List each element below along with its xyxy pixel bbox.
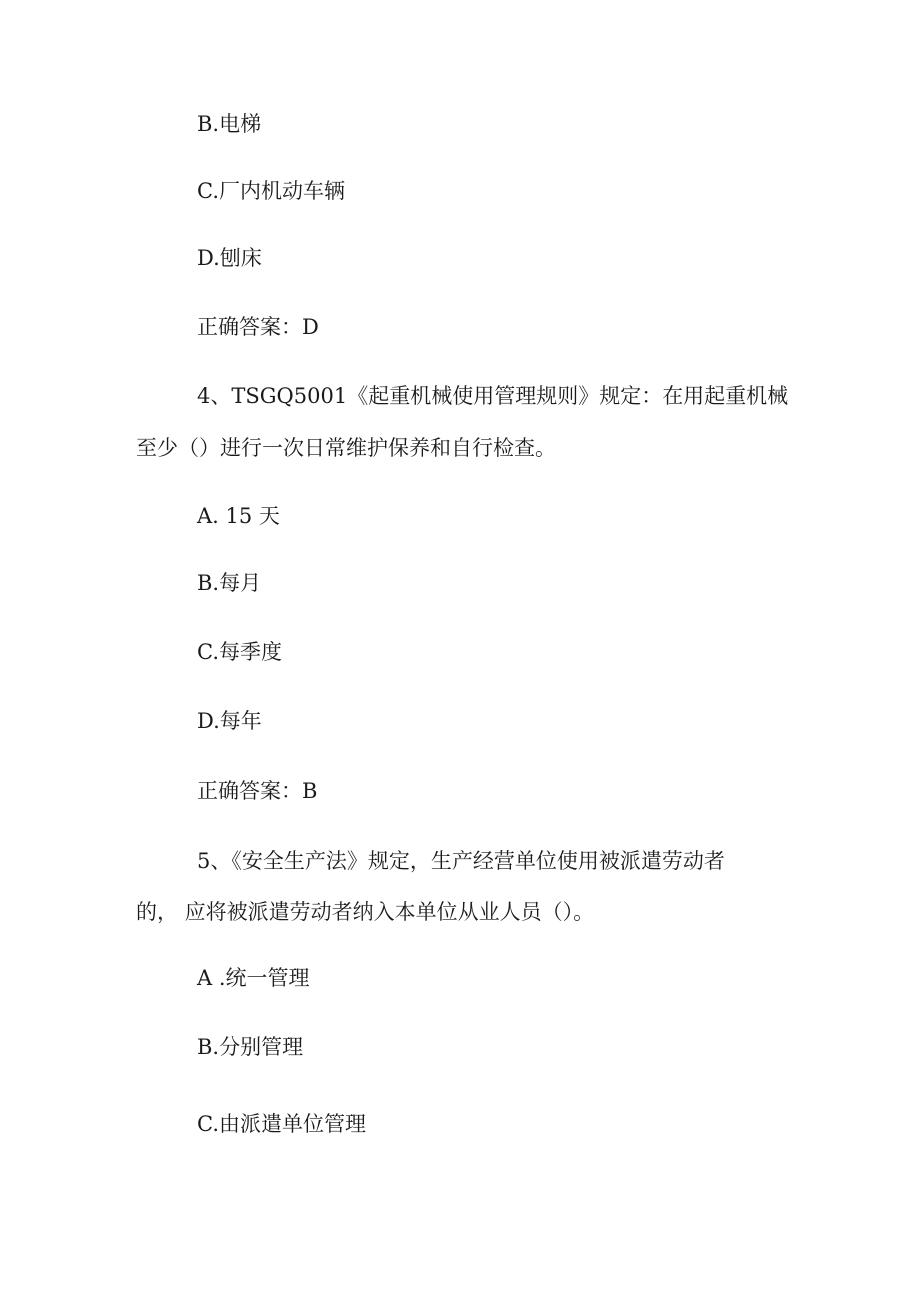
q3-option-c: C.厂内机动车辆 xyxy=(197,179,345,203)
q4-option-d: D.每年 xyxy=(197,709,262,733)
q3-option-b: B.电梯 xyxy=(197,112,262,136)
q4-answer: 正确答案：B xyxy=(197,779,318,803)
q4-option-b: B.每月 xyxy=(197,571,262,595)
q5-option-c: C.由派遣单位管理 xyxy=(197,1112,366,1136)
q3-answer: 正确答案：D xyxy=(197,315,319,339)
q4-question-line2: 至少（）进行一次日常维护保养和自行检查。 xyxy=(136,436,556,460)
q3-option-d: D.刨床 xyxy=(197,246,262,270)
q4-option-c: C.每季度 xyxy=(197,640,282,664)
q5-option-a: A .统一管理 xyxy=(197,966,310,990)
q5-question-line1: 5、《安全生产法》规定，生产经营单位使用被派遣劳动者 xyxy=(197,849,725,873)
q5-question-line2: 的， 应将被派遣劳动者纳入本单位从业人员（）。 xyxy=(136,900,595,924)
q4-option-a: A. 15 天 xyxy=(197,504,280,528)
q5-option-b: B.分别管理 xyxy=(197,1035,304,1059)
q4-question-line1: 4、TSGQ5001《起重机械使用管理规则》规定：在用起重机械 xyxy=(197,384,789,408)
